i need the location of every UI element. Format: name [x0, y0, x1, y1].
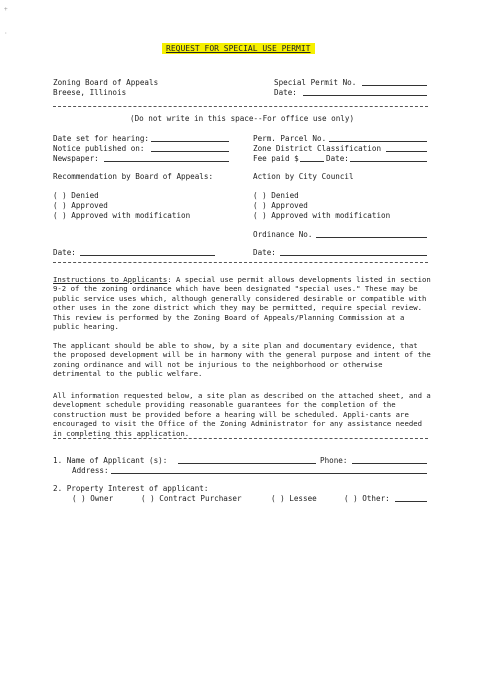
property-interest-label: 2. Property Interest of applicant:: [53, 484, 209, 493]
council-option-approved[interactable]: ( ) Approved: [253, 201, 308, 210]
interest-lessee-option[interactable]: ( ) Lessee: [271, 494, 317, 503]
notice-published-label: Notice published on:: [53, 144, 145, 153]
instructions-paragraph-2: The applicant should be able to show, by a site plan and documentary evidence, that the proposed development will be in harmony with the general purpose and intent of the zoning ordinance and will not be injurious to the neighborhood or otherwise detrimental to the public welfare.: [53, 341, 431, 379]
form-title: REQUEST FOR SPECIAL USE PERMIT: [162, 43, 315, 54]
notice-published-field[interactable]: [151, 151, 229, 152]
org-city: Breese, Illinois: [53, 88, 127, 97]
council-option-modified[interactable]: ( ) Approved with modification: [253, 211, 391, 220]
phone-label: Phone:: [320, 456, 348, 465]
header-date-label: Date:: [274, 88, 297, 97]
ordinance-field[interactable]: [316, 237, 427, 238]
fee-field[interactable]: [300, 161, 324, 162]
parcel-field[interactable]: [329, 141, 427, 142]
applicant-name-label: 1. Name of Applicant (s):: [53, 456, 168, 465]
newspaper-field[interactable]: [104, 161, 229, 162]
parcel-label: Perm. Parcel No.: [253, 134, 327, 143]
interest-other-field[interactable]: [395, 501, 427, 502]
scan-mark: ·: [4, 30, 8, 37]
board-date-field[interactable]: [80, 255, 215, 256]
council-date-field[interactable]: [280, 255, 427, 256]
council-option-denied[interactable]: ( ) Denied: [253, 191, 299, 200]
instructions-heading: Instructions to Applicants: [53, 275, 168, 284]
interest-owner-option[interactable]: ( ) Owner: [72, 494, 114, 503]
ordinance-label: Ordinance No.: [253, 230, 313, 239]
applicant-name-field[interactable]: [178, 463, 316, 464]
divider: [53, 438, 428, 439]
board-heading: Recommendation by Board of Appeals:: [53, 172, 214, 181]
instructions-paragraph-3: All information requested below, a site plan as described on the attached sheet, and a development schedule providing reasonable guarantees for the completion of the construction must be provided before a hearing will be scheduled. Appli-cants are encouraged to visit the Office of the Zoning Administrator for any assistance needed in completing this application.: [53, 391, 431, 438]
hearing-date-field[interactable]: [151, 141, 229, 142]
address-field[interactable]: [111, 473, 427, 474]
fee-date-label: Date:: [326, 154, 349, 163]
interest-contract-option[interactable]: ( ) Contract Purchaser: [141, 494, 242, 503]
council-heading: Action by City Council: [253, 172, 354, 181]
phone-field[interactable]: [352, 463, 427, 464]
scan-mark: +: [4, 6, 8, 13]
council-date-label: Date:: [253, 248, 276, 257]
interest-other-option[interactable]: ( ) Other:: [344, 494, 390, 503]
permit-no-field[interactable]: [362, 85, 427, 86]
org-name: Zoning Board of Appeals: [53, 78, 159, 87]
address-label: Address:: [72, 466, 109, 475]
board-option-modified[interactable]: ( ) Approved with modification: [53, 211, 191, 220]
zone-field[interactable]: [386, 151, 427, 152]
hearing-date-label: Date set for hearing:: [53, 134, 150, 143]
board-option-approved[interactable]: ( ) Approved: [53, 201, 108, 210]
zone-label: Zone District Classification: [253, 144, 382, 153]
header-date-field[interactable]: [303, 95, 427, 96]
fee-date-field[interactable]: [350, 161, 427, 162]
board-date-label: Date:: [53, 248, 76, 257]
divider: [53, 106, 428, 107]
permit-no-label: Special Permit No.: [274, 78, 357, 87]
divider: [53, 262, 428, 263]
office-use-notice: (Do not write in this space--For office use only): [130, 114, 355, 123]
instructions-paragraph-1: Instructions to Applicants: A special use permit allows developments listed in section 9-2 of the zoning ordinance which have been designated "special uses." These may be public service uses which, although generally considered desirable or compatible with other uses in the zone district which they may be permitted, require special review. This review is performed by the Zoning Board of Appeals/Planning Commission at a public hearing.: [53, 275, 431, 332]
fee-label: Fee paid $: [253, 154, 299, 163]
board-option-denied[interactable]: ( ) Denied: [53, 191, 99, 200]
newspaper-label: Newspaper:: [53, 154, 99, 163]
